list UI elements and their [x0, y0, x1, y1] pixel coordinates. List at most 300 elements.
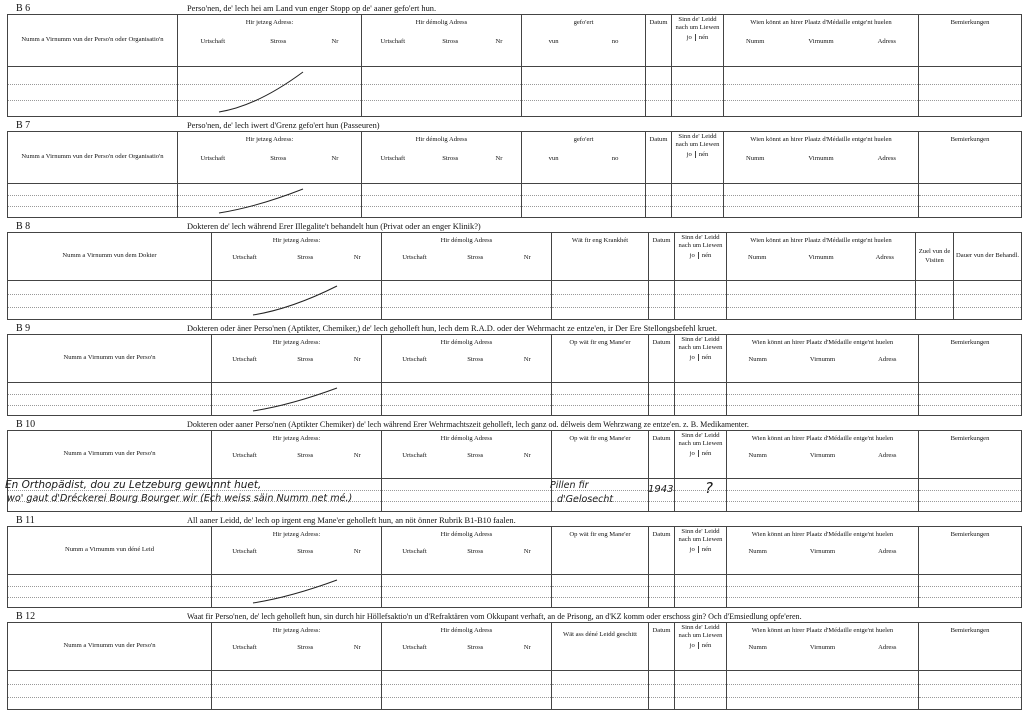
- nen-label: nén: [701, 252, 712, 260]
- guide-line: [212, 294, 381, 295]
- table-row[interactable]: [8, 184, 1022, 218]
- address-then-label: Hir démolig Adress: [440, 435, 493, 442]
- guide-line: [646, 195, 671, 196]
- guide-line: [522, 84, 645, 85]
- entry-cell-then[interactable]: [382, 281, 552, 320]
- virnumm-label: Virnumm: [809, 452, 836, 460]
- col-witness-header: [727, 527, 919, 575]
- no-label: no: [611, 38, 619, 46]
- col-sinn-header: [675, 623, 727, 671]
- nr-label: Nr: [523, 452, 531, 460]
- vun-label: vun: [548, 38, 559, 46]
- guide-line: [649, 597, 674, 598]
- guide-line: [727, 684, 918, 685]
- stross-label: Stross: [270, 155, 287, 163]
- krankhet-label: Wät fir eng Krankhét: [571, 237, 629, 244]
- entry-cell-now[interactable]: [178, 184, 362, 218]
- guide-line: [382, 684, 551, 685]
- witness-label: Wien könnt an hirer Plaatz d'Médaille entge'nt huelen: [751, 339, 894, 346]
- guide-line: [724, 100, 918, 101]
- guide-line: [382, 697, 551, 698]
- guide-line: [552, 597, 648, 598]
- entry-cell-sinn[interactable]: [675, 671, 727, 710]
- entry-cell-first[interactable]: [8, 575, 212, 608]
- col-datum-header: [646, 15, 672, 67]
- section-code: B 12: [16, 611, 36, 622]
- entry-cell-bem[interactable]: [919, 67, 1022, 117]
- address-now-label: Hir jetzeg Adress:: [245, 19, 294, 26]
- guide-line: [8, 206, 177, 207]
- guide-line: [649, 405, 674, 406]
- handwritten-name-line1: En Orthopädist, dou zu Letzeburg gewunnt huet,: [5, 479, 262, 491]
- guide-line: [724, 84, 918, 85]
- witness-label: Wien könnt an hirer Plaatz d'Médaille entge'nt huelen: [750, 136, 892, 143]
- table-row[interactable]: [8, 383, 1022, 416]
- stross-label: Stross: [467, 452, 484, 460]
- col-bemerkungen-header: [919, 15, 1022, 67]
- col-sinn-header: [675, 527, 727, 575]
- section-code: B 7: [16, 120, 31, 131]
- col-zuel-header: [916, 233, 954, 281]
- virnumm-label: Virnumm: [808, 38, 834, 46]
- fegoert-label: gefo'ert: [573, 136, 594, 143]
- entry-cell-datum[interactable]: [646, 184, 672, 218]
- jo-label: jo: [689, 642, 695, 650]
- maneuver-label: Op wät fir eng Mane'er: [569, 435, 631, 442]
- guide-line: [552, 405, 648, 406]
- nr-label: Nr: [495, 38, 503, 46]
- col-sinn-header: [675, 233, 727, 281]
- col-name-header: [8, 623, 212, 671]
- numm-label: Numm: [748, 644, 767, 652]
- guide-line: [212, 597, 381, 598]
- address-then-label: Hir démolig Adress: [440, 237, 493, 244]
- col-maneuver-header: [552, 431, 649, 479]
- section-table: [7, 131, 1022, 218]
- entry-cell-bem[interactable]: [919, 383, 1022, 416]
- section-code: B 9: [16, 323, 31, 334]
- section-b9: [7, 323, 1021, 415]
- entry-cell-maneuver[interactable]: [552, 383, 649, 416]
- sinn-label: Sinn de' Leidd nach um Liewen: [675, 16, 720, 32]
- guide-line: [727, 405, 918, 406]
- col-witness-header: [724, 132, 919, 184]
- col-witness-header: [727, 335, 919, 383]
- guide-line: [8, 394, 211, 395]
- guide-line: [675, 586, 726, 587]
- ortschaft-label: Urtschaft: [200, 38, 226, 46]
- entry-cell-datum[interactable]: [649, 383, 675, 416]
- entry-cell-first[interactable]: [8, 67, 178, 117]
- guide-line: [178, 206, 361, 207]
- guide-line: [178, 195, 361, 196]
- ortschaft-label: Urtschaft: [232, 644, 257, 652]
- guide-line: [8, 294, 211, 295]
- ortschaft-label: Urtschaft: [232, 356, 257, 364]
- numm-label: Numm: [746, 155, 765, 163]
- guide-line: [362, 84, 521, 85]
- guide-line: [212, 394, 381, 395]
- col-sinn-header: [675, 335, 727, 383]
- address-then-label: Hir démolig Adress: [440, 531, 493, 538]
- guide-line: [382, 597, 551, 598]
- guide-line: [649, 684, 674, 685]
- adress-label: Adress: [878, 356, 897, 364]
- entry-cell-sinn[interactable]: [675, 281, 727, 320]
- guide-line: [646, 100, 671, 101]
- entry-cell-sinn[interactable]: [672, 184, 724, 218]
- bemerkungen-label: Bemierkungen: [950, 136, 990, 143]
- entry-cell-sinn[interactable]: [672, 67, 724, 117]
- guide-line: [362, 100, 521, 101]
- stross-label: Stross: [467, 548, 484, 556]
- address-then-label: Hir démolig Adress: [440, 627, 493, 634]
- col-bemerkungen-header: [919, 623, 1022, 671]
- address-now-label: Hir jetzeg Adress:: [245, 136, 294, 143]
- stross-label: Stross: [297, 644, 314, 652]
- stross-label: Stross: [297, 548, 314, 556]
- bemerkungen-label: Bemierkungen: [950, 531, 990, 538]
- entry-cell-witness[interactable]: [727, 383, 919, 416]
- entry-cell-datum[interactable]: [649, 281, 675, 320]
- ortschaft-label: Urtschaft: [402, 452, 427, 460]
- guide-line: [552, 394, 648, 395]
- entry-cell-first[interactable]: [8, 281, 212, 320]
- ortschaft-label: Urtschaft: [402, 356, 427, 364]
- col-name-header: [8, 233, 212, 281]
- guide-line: [552, 307, 648, 308]
- guide-line: [649, 697, 674, 698]
- entry-cell-then[interactable]: [382, 383, 552, 416]
- guide-line: [522, 206, 645, 207]
- nr-label: Nr: [353, 452, 361, 460]
- section-title: Waat fir Perso'nen, de' lech geholleft hun, sin durch hir Höllefsaktio'n un d'Refraktären vom Okkupant verhaft, an de Prisong, an d'KZ komm oder erschoss gin? Och d'Emsiedlung opfe'eren.: [187, 612, 802, 621]
- guide-line: [919, 195, 1021, 196]
- col-name-header: [8, 335, 212, 383]
- entry-cell-first[interactable]: [8, 671, 212, 710]
- col-fegoert-header: [522, 15, 646, 67]
- sinn-label: Sinn de' Leidd nach um Liewen: [678, 528, 723, 544]
- jo-label: jo: [686, 151, 692, 159]
- maneuver-label: Op wät fir eng Mane'er: [569, 531, 631, 538]
- col-witness-header: [727, 431, 919, 479]
- col-address-now-header: [212, 233, 382, 281]
- bemerkungen-label: Bemierkungen: [950, 627, 990, 634]
- guide-line: [552, 294, 648, 295]
- col-sinn-header: [672, 132, 724, 184]
- col-sinn-header: [672, 15, 724, 67]
- stross-label: Stross: [297, 356, 314, 364]
- leidd-label: Wät ass déné Leidd geschitt: [563, 631, 637, 638]
- col-address-then-header: [382, 233, 552, 281]
- guide-line: [919, 206, 1021, 207]
- entry-cell-now[interactable]: [178, 67, 362, 117]
- handwritten-date: 1943: [648, 484, 674, 495]
- table-row[interactable]: [8, 67, 1022, 117]
- divider: [695, 151, 696, 158]
- sinn-label: Sinn de' Leidd nach um Liewen: [678, 624, 723, 640]
- section-b7: [7, 120, 1021, 217]
- nen-label: nén: [698, 151, 709, 159]
- divider: [698, 642, 699, 649]
- entry-cell-sinn[interactable]: [675, 479, 727, 512]
- virnumm-label: Virnumm: [809, 644, 836, 652]
- guide-line: [649, 394, 674, 395]
- ortschaft-label: Urtschaft: [402, 548, 427, 556]
- section-table: [7, 14, 1022, 117]
- col-datum-header: [649, 623, 675, 671]
- nr-label: Nr: [523, 644, 531, 652]
- guide-line: [727, 597, 918, 598]
- guide-line: [649, 586, 674, 587]
- sinn-label: Sinn de' Leidd nach um Liewen: [678, 234, 723, 250]
- guide-line: [727, 697, 918, 698]
- entry-cell-fegoert[interactable]: [522, 67, 646, 117]
- guide-line: [8, 597, 211, 598]
- stross-label: Stross: [467, 644, 484, 652]
- datum-label: Datum: [652, 339, 671, 346]
- adress-label: Adress: [877, 155, 896, 163]
- guide-line: [8, 405, 211, 406]
- guide-line: [672, 84, 723, 85]
- col-name-header: [8, 527, 212, 575]
- virnumm-label: Virnumm: [808, 155, 834, 163]
- witness-label: Wien könnt an hirer Plaatz d'Médaille entge'nt huelen: [751, 435, 894, 442]
- col-witness-header: [727, 623, 919, 671]
- divider: [698, 252, 699, 259]
- entry-cell-now[interactable]: [212, 281, 382, 320]
- col-dauer-header: [954, 233, 1022, 281]
- col-datum-header: [649, 431, 675, 479]
- guide-line: [8, 684, 211, 685]
- nr-label: Nr: [353, 356, 361, 364]
- witness-label: Wien könnt an hirer Plaatz d'Médaille entge'nt huelen: [750, 19, 892, 26]
- section-table: [7, 232, 1022, 320]
- numm-label: Numm: [746, 38, 765, 46]
- guide-line: [522, 195, 645, 196]
- guide-line: [954, 294, 1021, 295]
- guide-line: [178, 84, 361, 85]
- handwritten-question-mark: ?: [705, 479, 713, 497]
- guide-line: [382, 394, 551, 395]
- bemerkungen-label: Bemierkungen: [950, 435, 990, 442]
- entry-cell-zuel[interactable]: [916, 281, 954, 320]
- stross-label: Stross: [442, 155, 459, 163]
- bemerkungen-label: Bemierkungen: [950, 339, 990, 346]
- address-then-label: Hir démolig Adress: [440, 339, 493, 346]
- entry-cell-bem[interactable]: [919, 184, 1022, 218]
- col-krankhet-header: [552, 233, 649, 281]
- ortschaft-label: Urtschaft: [402, 644, 427, 652]
- table-row[interactable]: [8, 281, 1022, 320]
- col-maneuver-header: [552, 335, 649, 383]
- adress-label: Adress: [878, 644, 897, 652]
- nen-label: nén: [701, 354, 712, 362]
- datum-label: Datum: [652, 531, 671, 538]
- col-address-then-header: [362, 132, 522, 184]
- section-b11: [7, 515, 1021, 607]
- col-name-label: Numm a Virnumm vun der Perso'n: [63, 642, 156, 650]
- stross-label: Stross: [467, 254, 484, 262]
- adress-label: Adress: [878, 548, 897, 556]
- guide-line: [8, 307, 211, 308]
- address-now-label: Hir jetzeg Adress:: [272, 339, 321, 346]
- numm-label: Numm: [748, 356, 767, 364]
- guide-line: [727, 490, 918, 491]
- guide-line: [675, 294, 726, 295]
- entry-cell-witness[interactable]: [727, 281, 916, 320]
- entry-cell-leidd[interactable]: [552, 671, 649, 710]
- col-name-label: Numm a Virnumm vun der Perso'n: [63, 450, 156, 458]
- entry-cell-first[interactable]: [8, 184, 178, 218]
- entry-cell-first[interactable]: [8, 383, 212, 416]
- nen-label: nén: [701, 546, 712, 554]
- nen-label: nén: [701, 450, 712, 458]
- guide-line: [8, 195, 177, 196]
- entry-cell-then[interactable]: [382, 479, 552, 512]
- guide-line: [552, 586, 648, 587]
- guide-line: [362, 206, 521, 207]
- entry-cell-now[interactable]: [212, 671, 382, 710]
- vun-label: vun: [548, 155, 559, 163]
- witness-label: Wien könnt an hirer Plaatz d'Médaille entge'nt huelen: [750, 237, 892, 244]
- entry-cell-witness[interactable]: [724, 67, 919, 117]
- entry-cell-sinn[interactable]: [675, 575, 727, 608]
- guide-line: [919, 684, 1021, 685]
- entry-cell-datum[interactable]: [649, 671, 675, 710]
- col-bemerkungen-header: [919, 431, 1022, 479]
- entry-cell-then[interactable]: [382, 575, 552, 608]
- section-code: B 6: [16, 3, 31, 14]
- fegoert-label: gefo'ert: [573, 19, 594, 26]
- datum-label: Datum: [652, 237, 671, 244]
- col-name-label: Numm a Virnumm vun der Perso'n oder Organisatio'n: [21, 153, 164, 161]
- entry-cell-now[interactable]: [212, 575, 382, 608]
- entry-cell-then[interactable]: [362, 67, 522, 117]
- dauer-label: Dauer vun der Behandl.: [956, 252, 1019, 260]
- entry-cell-dauer[interactable]: [954, 281, 1022, 320]
- section-code: B 8: [16, 221, 31, 232]
- sinn-label: Sinn de' Leidd nach um Liewen: [675, 133, 720, 149]
- witness-label: Wien könnt an hirer Plaatz d'Médaille entge'nt huelen: [751, 627, 894, 634]
- ortschaft-label: Urtschaft: [402, 254, 427, 262]
- address-now-label: Hir jetzeg Adress:: [272, 237, 321, 244]
- entry-cell-witness[interactable]: [727, 479, 919, 512]
- section-b8: [7, 221, 1021, 319]
- address-then-label: Hir démolig Adress: [415, 19, 468, 26]
- nr-label: Nr: [523, 254, 531, 262]
- col-address-now-header: [212, 335, 382, 383]
- entry-cell-witness[interactable]: [727, 575, 919, 608]
- divider: [695, 34, 696, 41]
- guide-line: [919, 405, 1021, 406]
- section-b12: [7, 611, 1021, 709]
- col-name-label: Numm a Virnumm vun der Perso'n: [63, 354, 156, 362]
- entry-cell-witness[interactable]: [724, 184, 919, 218]
- col-datum-header: [649, 335, 675, 383]
- col-address-now-header: [212, 527, 382, 575]
- entry-cell-bem[interactable]: [919, 479, 1022, 512]
- nr-label: Nr: [353, 254, 361, 262]
- table-row[interactable]: [8, 575, 1022, 608]
- adress-label: Adress: [878, 452, 897, 460]
- guide-line: [212, 307, 381, 308]
- guide-line: [727, 294, 915, 295]
- guide-line: [672, 206, 723, 207]
- col-witness-header: [727, 233, 916, 281]
- col-datum-header: [646, 132, 672, 184]
- col-name-label: Numm a Virnumm vun déné Leid: [64, 546, 155, 554]
- guide-line: [675, 394, 726, 395]
- section-title: Dokteren de' lech während Erer Illegalite't behandelt hun (Privat oder an enger Klinik?): [187, 222, 481, 231]
- guide-line: [646, 206, 671, 207]
- adress-label: Adress: [875, 254, 894, 262]
- col-fegoert-header: [522, 132, 646, 184]
- section-b6: [7, 3, 1021, 116]
- entry-cell-datum[interactable]: [649, 575, 675, 608]
- ortschaft-label: Urtschaft: [232, 548, 257, 556]
- guide-line: [649, 501, 674, 502]
- guide-line: [916, 307, 953, 308]
- handwritten-maneuver-line2: d'Gelosecht: [557, 494, 614, 505]
- section-b10: [7, 419, 1021, 511]
- col-address-then-header: [382, 623, 552, 671]
- section-title: All aaner Leidd, de' lech op irgent eng Mane'er geholleft hun, an nöt önner Rubrik B1-B10 faalen.: [187, 516, 516, 525]
- entry-cell-datum[interactable]: [646, 67, 672, 117]
- col-bemerkungen-header: [919, 132, 1022, 184]
- col-name-label: Numm a Virnumm vun dem Dokter: [62, 252, 157, 260]
- guide-line: [362, 195, 521, 196]
- entry-cell-witness[interactable]: [727, 671, 919, 710]
- stross-label: Stross: [442, 38, 459, 46]
- guide-line: [552, 697, 648, 698]
- numm-label: Numm: [748, 548, 767, 556]
- nr-label: Nr: [523, 548, 531, 556]
- entry-cell-then[interactable]: [362, 184, 522, 218]
- stross-label: Stross: [270, 38, 287, 46]
- guide-line: [919, 84, 1021, 85]
- divider: [698, 450, 699, 457]
- ortschaft-label: Urtschaft: [200, 155, 226, 163]
- col-address-now-header: [212, 431, 382, 479]
- col-datum-header: [649, 233, 675, 281]
- datum-label: Datum: [652, 627, 671, 634]
- entry-cell-maneuver[interactable]: [552, 575, 649, 608]
- guide-line: [954, 307, 1021, 308]
- guide-line: [8, 586, 211, 587]
- col-name-header: [8, 132, 178, 184]
- guide-line: [919, 697, 1021, 698]
- header-row: [8, 623, 1022, 671]
- address-then-label: Hir démolig Adress: [415, 136, 468, 143]
- guide-line: [675, 697, 726, 698]
- entry-cell-bem[interactable]: [919, 575, 1022, 608]
- guide-line: [919, 394, 1021, 395]
- entry-cell-then[interactable]: [382, 671, 552, 710]
- entry-cell-sinn[interactable]: [675, 383, 727, 416]
- entry-cell-krank[interactable]: [552, 281, 649, 320]
- handwritten-maneuver-line1: Pillen fir: [550, 480, 589, 491]
- table-row[interactable]: [8, 671, 1022, 710]
- address-now-label: Hir jetzeg Adress:: [272, 435, 321, 442]
- nr-label: Nr: [353, 644, 361, 652]
- entry-cell-bem[interactable]: [919, 671, 1022, 710]
- entry-cell-now[interactable]: [212, 383, 382, 416]
- col-name-label: Numm a Virnumm vun der Perso'n oder Organisatio'n: [21, 36, 164, 44]
- address-now-label: Hir jetzeg Adress:: [272, 531, 321, 538]
- entry-cell-fegoert[interactable]: [522, 184, 646, 218]
- virnumm-label: Virnumm: [809, 356, 836, 364]
